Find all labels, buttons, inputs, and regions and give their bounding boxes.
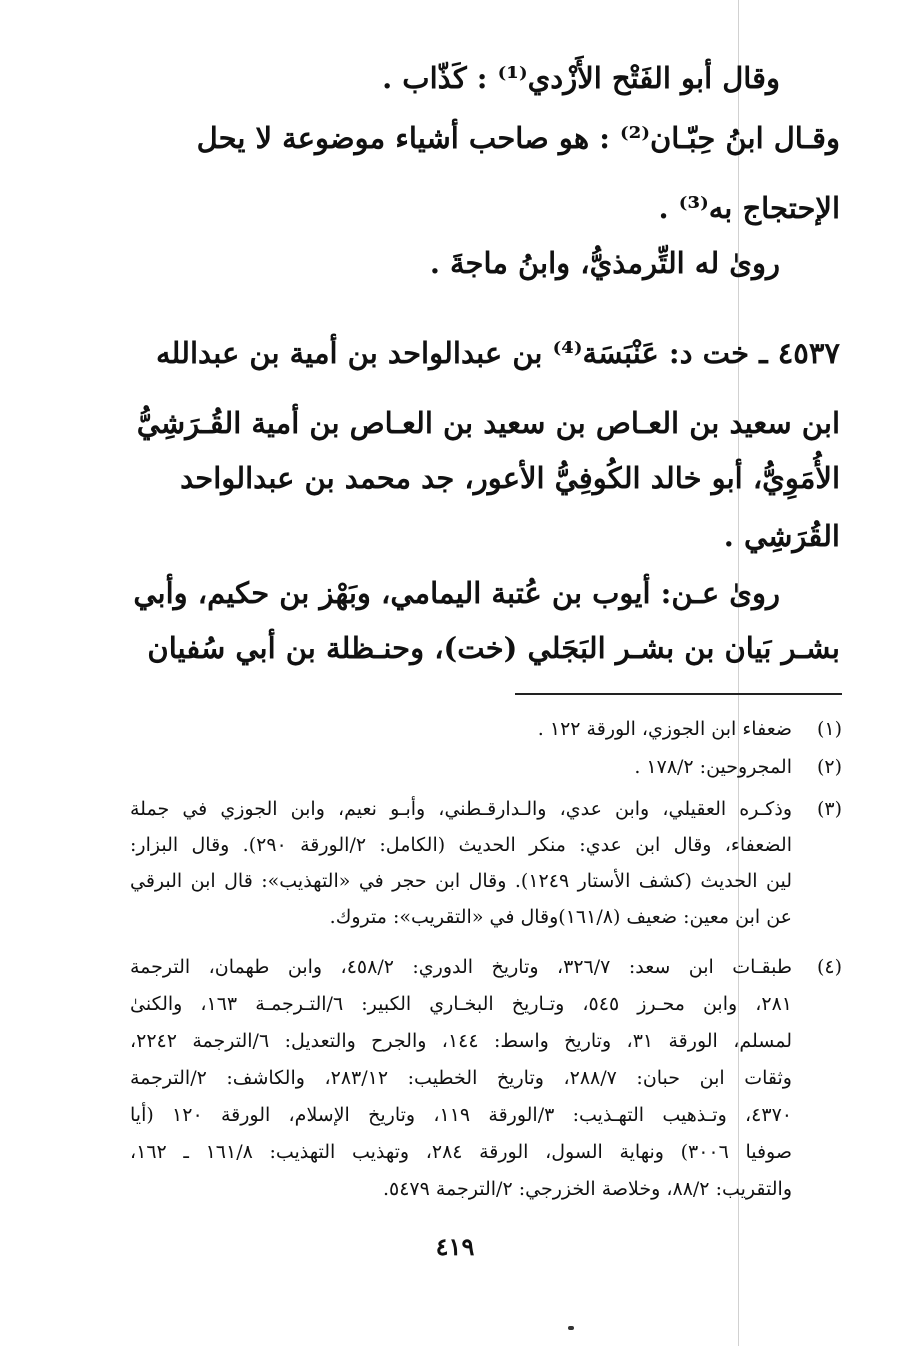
footnote-3-line-3	[130, 864, 842, 899]
body-line-4: روىٰ له التِّرمذيُّ، وابنُ ماجةَ .	[429, 246, 780, 280]
footnote-4-line-5	[130, 1098, 842, 1133]
body-line-1: وقال أبو الفَتْح الأَزْدي⁽¹⁾ : كَذّاب .	[382, 61, 780, 95]
footnote-text: عن ابن معين: ضعيف (١٦١/٨)وقال في «التقريب»: متروك.	[329, 906, 792, 928]
body-line-3: الإحتجاج به⁽³⁾ .	[658, 191, 840, 225]
footnote-4-line-7	[130, 1172, 842, 1207]
footnote-text: المجروحين: ١٧٨/٢ .	[634, 756, 792, 778]
footnote-text: الضعفاء، وقال ابن عدي: منكر الحديث (الكامل: ٢/الورقة ٢٩٠). وقال البزار:	[130, 834, 792, 856]
footnote-text: طبقـات ابن سعد: ٣٢٦/٧، وتاريخ الدوري: ٤٥٨/٢، وابن طهمان، الترجمة	[130, 956, 792, 978]
body-line-8: القُرَشِي .	[723, 519, 840, 553]
scan-speck	[568, 1326, 574, 1330]
footnote-separator	[515, 693, 842, 695]
page-number: ٤١٩	[435, 1232, 475, 1261]
body-line-10: بشـر بَيان بن بشـر البَجَلي (خت)، وحنـظلة بن أبي سُفيان	[147, 631, 840, 665]
body-line-7: الأُمَوِيُّ، أبو خالد الكُوفِيُّ الأعور، جد محمد بن عبدالواحد	[180, 461, 840, 495]
entry-heading-line: ٤٥٣٧ ـ خت د: عَنْبَسَة⁽⁴⁾ بن عبدالواحد بن أمية بن عبدالله	[155, 336, 840, 370]
footnote-3-line-2	[130, 828, 842, 863]
footnote-3-line-4	[130, 900, 842, 935]
footnote-number: (٢)	[816, 756, 842, 778]
footnote-text: وذكـره العقيلي، وابن عدي، والـدارقـطني، وأبـو نعيم، وابن الجوزي في جملة	[130, 798, 792, 820]
footnote-text: لين الحديث (كشف الأستار ١٢٤٩). وقال ابن حجر في «التهذيب»: قال ابن البرقي	[130, 870, 792, 892]
footnote-text: ٢٨١، وابن محـرز ٥٤٥، وتـاريخ البخـاري الكبير: ٦/التـرجمـة ١٦٣، والكنىٰ	[130, 993, 793, 1015]
footnote-text: لمسلم، الورقة ٣١، وتاريخ واسط: ١٤٤، والجرح والتعديل: ٦/الترجمة ٢٢٤٢،	[130, 1030, 793, 1052]
footnote-number: (١)	[816, 718, 842, 740]
footnote-4-line-3	[130, 1024, 842, 1059]
footnote-1	[130, 712, 842, 747]
footnote-text: ضعفاء ابن الجوزي، الورقة ١٢٢ .	[537, 718, 792, 740]
footnote-text: ٤٣٧٠، وتـذهيب التهـذيب: ٣/الورقة ١١٩، وتاريخ الإسلام، الورقة ١٢٠ (أيا	[130, 1104, 792, 1126]
footnote-text: صوفيا ٣٠٠٦) ونهاية السول، الورقة ٢٨٤، وتهذيب التهذيب: ١٦١/٨ ـ ١٦٢،	[130, 1141, 792, 1163]
footnote-number: (٤)	[816, 956, 842, 978]
footnote-4-line-6	[130, 1135, 842, 1170]
footnote-text: والتقريب: ٨٨/٢، وخلاصة الخزرجي: ٢/الترجمة ٥٤٧٩.	[382, 1178, 792, 1200]
footnote-text: وثقات ابن حبان: ٢٨٨/٧، وتاريخ الخطيب: ٢٨٣/١٢، والكاشف: ٢/الترجمة	[130, 1067, 792, 1089]
footnote-4-line-2	[130, 987, 842, 1022]
body-line-6: ابن سعيد بن العـاص بن سعيد بن العـاص بن أمية القُـرَشِيُّ	[136, 406, 840, 440]
footnote-4	[130, 950, 842, 985]
footnote-2	[130, 750, 842, 785]
footnote-4-line-4	[130, 1061, 842, 1096]
footnote-number: (٣)	[816, 798, 842, 820]
body-line-2: وقـال ابنُ حِبّـان⁽²⁾ : هو صاحب أشياء موضوعة لا يحل	[196, 121, 840, 155]
footnote-3	[130, 792, 842, 827]
body-line-9: روىٰ عـن: أيوب بن عُتبة اليمامي، وبَهْز بن حكيم، وأبي	[133, 576, 780, 610]
